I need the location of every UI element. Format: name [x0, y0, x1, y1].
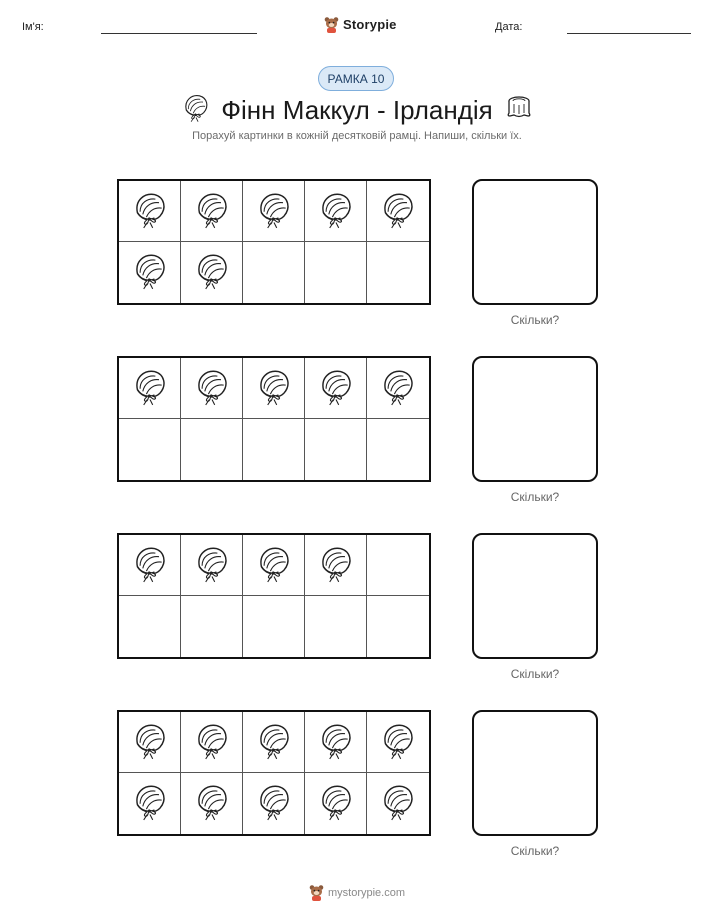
- frame-cell: [305, 419, 367, 480]
- bonnet-icon: [380, 189, 416, 234]
- frame-cell: [119, 419, 181, 480]
- frame-cell: [305, 242, 367, 303]
- frame-cell: [243, 596, 305, 657]
- frame-cell: [305, 358, 367, 419]
- frame-cell: [119, 773, 181, 834]
- bonnet-icon: [194, 250, 230, 295]
- bonnet-icon: [380, 781, 416, 826]
- bonnet-icon: [132, 720, 168, 765]
- frame-cell: [305, 596, 367, 657]
- instructions: Порахуй картинки в кожній десятковій рамці. Напиши, скільки їх.: [192, 130, 522, 142]
- bonnet-icon: [194, 781, 230, 826]
- footer-url: mystorypie.com: [327, 886, 406, 899]
- page-title: Фінн Маккул - Ірландія: [221, 95, 493, 125]
- bonnet-icon: [132, 543, 168, 588]
- how-many-label: Скільки?: [510, 667, 560, 681]
- footer: [0, 884, 714, 901]
- bonnet-icon: [256, 543, 292, 588]
- frame-cell: [367, 358, 429, 419]
- bonnet-icon: [194, 720, 230, 765]
- frame-cell: [243, 242, 305, 303]
- frame-cell: [367, 712, 429, 773]
- bonnet-icon: [318, 720, 354, 765]
- ten-frame: [117, 533, 431, 659]
- frame-cell: [305, 712, 367, 773]
- answer-box[interactable]: [472, 710, 598, 836]
- bonnet-icon: [256, 720, 292, 765]
- frame-cell: [181, 773, 243, 834]
- date-line[interactable]: [567, 33, 691, 34]
- frame-cell: [181, 535, 243, 596]
- frame-cell: [243, 181, 305, 242]
- ten-frame: [117, 710, 431, 836]
- frame-cell: [119, 596, 181, 657]
- bonnet-icon: [256, 366, 292, 411]
- bonnet-icon: [380, 720, 416, 765]
- how-many-label: Скільки?: [510, 844, 560, 858]
- date-label: Дата:: [495, 21, 523, 33]
- bonnet-icon: [318, 543, 354, 588]
- brand-name: Storypie: [343, 16, 397, 32]
- frame-cell: [119, 712, 181, 773]
- brand-logo: [324, 14, 397, 34]
- frame-cell: [181, 181, 243, 242]
- bonnet-icon: [318, 781, 354, 826]
- name-line[interactable]: [101, 33, 257, 34]
- frame-cell: [181, 358, 243, 419]
- bonnet-icon: [256, 781, 292, 826]
- bear-mascot-icon: [324, 16, 339, 33]
- bonnet-icon: [318, 189, 354, 234]
- answer-box[interactable]: [472, 533, 598, 659]
- bonnet-icon: [380, 366, 416, 411]
- frame-cell: [243, 535, 305, 596]
- frame-cell: [243, 419, 305, 480]
- frame-cell: [181, 242, 243, 303]
- frame-cell: [305, 535, 367, 596]
- bonnet-icon: [132, 250, 168, 295]
- ten-frame: [117, 356, 431, 482]
- bonnet-icon: [194, 366, 230, 411]
- frame-cell: [119, 358, 181, 419]
- how-many-label: Скільки?: [510, 490, 560, 504]
- frame-cell: [367, 181, 429, 242]
- frame-cell: [243, 773, 305, 834]
- bonnet-icon: [256, 189, 292, 234]
- frame-cell: [367, 242, 429, 303]
- bonnet-icon: [194, 189, 230, 234]
- bonnet-icon: [194, 543, 230, 588]
- bonnet-icon: [132, 366, 168, 411]
- frame-cell: [367, 535, 429, 596]
- frame-cell: [181, 596, 243, 657]
- ten-frame: [117, 179, 431, 305]
- answer-box[interactable]: [472, 356, 598, 482]
- bonnet-icon: [318, 366, 354, 411]
- frame-cell: [243, 358, 305, 419]
- frame-cell: [119, 181, 181, 242]
- how-many-label: Скільки?: [510, 313, 560, 327]
- bonnet-icon: [132, 781, 168, 826]
- frame-cell: [367, 419, 429, 480]
- frame-cell: [367, 773, 429, 834]
- tree-stump-icon: [506, 95, 532, 124]
- answer-box[interactable]: [472, 179, 598, 305]
- bonnet-icon: [132, 189, 168, 234]
- frame-cell: [367, 596, 429, 657]
- name-label: Ім'я:: [22, 21, 44, 33]
- bear-mascot-icon: [309, 884, 324, 901]
- frame-cell: [119, 535, 181, 596]
- frame-cell: [305, 181, 367, 242]
- frame-cell: [305, 773, 367, 834]
- frame-type-badge: РАМКА 10: [318, 66, 394, 91]
- frame-cell: [181, 712, 243, 773]
- frame-cell: [243, 712, 305, 773]
- frame-cell: [119, 242, 181, 303]
- frame-cell: [181, 419, 243, 480]
